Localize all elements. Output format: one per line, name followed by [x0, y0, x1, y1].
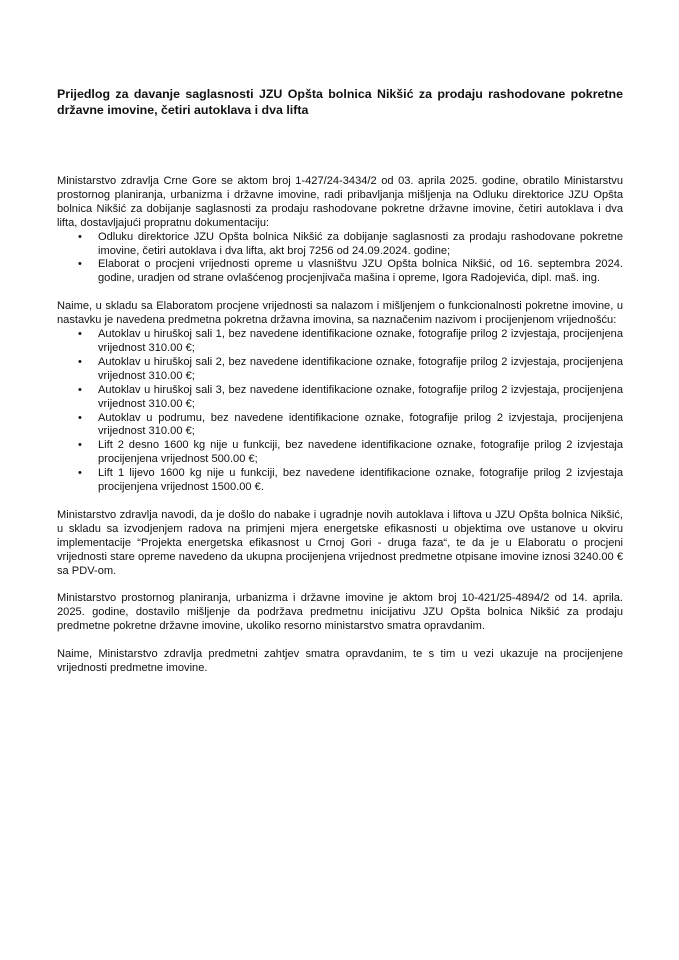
- paragraph-intro: Ministarstvo zdravlja Crne Gore se aktom broj 1-427/24-3434/2 od 03. aprila 2025. godine, obratilo Ministarstvu prostornog planiranja, urbanizma i državne imovine, radi pribavljanja mišljenja na Odluku direktorice JZU Opšta bolnica Nikšić za dobijanje saglasnosti za prodaju rashodovane pokretne državne imovine, četiri autoklava i dva lifta, dostavljajući propratnu dokumentaciju:: [57, 175, 623, 229]
- list-item: • Autoklav u hiruškoj sali 3, bez navedene identifikacione oznake, fotografije prilog 2 izvjestaja, procijenjena vrijednost 310.00 €;: [98, 384, 623, 412]
- list-item: • Lift 1 lijevo 1600 kg nije u funkciji, bez navedene identifikacione oznake, fotografije prilog 2 izvjestaja procijenjena vrijednost 1500.00 €.: [98, 467, 623, 495]
- list-item: • Lift 2 desno 1600 kg nije u funkciji, bez navedene identifikacione oznake, fotografije prilog 2 izvjestaja procijenjena vrijednost 500.00 €;: [98, 439, 623, 467]
- paragraph-opinion: Ministarstvo prostornog planiranja, urbanizma i državne imovine je aktom broj 10-421/25-4894/2 od 14. aprila. 2025. godine, dostavilo mišljenje da podržava predmetnu inicijativu JZU Opšta bolnica Nikšić za prodaju predmetne pokretne državne imovine, ukoliko resorno ministarstvo smatra opravdanim.: [57, 592, 623, 633]
- document-title: Prijedlog za davanje saglasnosti JZU Opšta bolnica Nikšić za prodaju rashodovane pokretne državne imovine, četiri autoklava i dva lifta: [57, 87, 623, 117]
- documentation-list: [57, 231, 623, 287]
- paragraph-procurement: Ministarstvo zdravlja navodi, da je došlo do nabake i ugradnje novih autoklava i liftova u JZU Opšta bolnica Nikšić, u skladu sa izvodjenjem radova na primjeni mjera energetske efikasnosti u objektima ove ustanove u okviru implementacije “Projekta energetska efikasnost u Crnoj Gori - druga faza“, te da je u Elaboratu o procjeni vrijednosti stare opreme navedeno da ukupna procijenjena vrijednost predmetne otpisane imovine iznosi 3240.00 € sa PDV-om.: [57, 508, 623, 577]
- list-item: • Odluku direktorice JZU Opšta bolnica Nikšić za dobijanje saglasnosti za prodaju rashodovane pokretne imovine, četiri autoklava i dva lifta, akt broj 7256 od 24.09.2024. godine;: [98, 231, 623, 259]
- paragraph-assets: Naime, u skladu sa Elaboratom procjene vrijednosti sa nalazom i mišljenjem o funkcionalnosti pokretne imovine, u nastavku je navedena predmetna pokretna državna imovina, sa naznačenim nazivom i procijenjenom vrijednošću:: [57, 300, 623, 327]
- list-item: • Autoklav u hiruškoj sali 2, bez navedene identifikacione oznake, fotografije prilog 2 izvjestaja, procijenjena vrijednost 310.00 €;: [98, 356, 623, 384]
- list-item: • Autoklav u hiruškoj sali 1, bez navedene identifikacione oznake, fotografije prilog 2 izvjestaja, procijenjena vrijednost 310.00 €;: [98, 328, 623, 356]
- list-item: • Elaborat o procjeni vrijednosti opreme u vlasništvu JZU Opšta bolnica Nikšić, od 16. septembra 2024. godine, uradjen od strane ovlašćenog procjenjivača mašina i opreme, Igora Radojevića, dipl. maš. ing.: [98, 258, 623, 286]
- assets-list: [57, 328, 623, 495]
- paragraph-conclusion: Naime, Ministarstvo zdravlja predmetni zahtjev smatra opravdanim, te s tim u vezi ukazuje na procijenjene vrijednosti predmetne imovine.: [57, 648, 623, 675]
- document-page: [57, 86, 623, 676]
- list-item: • Autoklav u podrumu, bez navedene identifikacione oznake, fotografije prilog 2 izvjestaja, procijenjena vrijednost 310.00 €;: [98, 412, 623, 440]
